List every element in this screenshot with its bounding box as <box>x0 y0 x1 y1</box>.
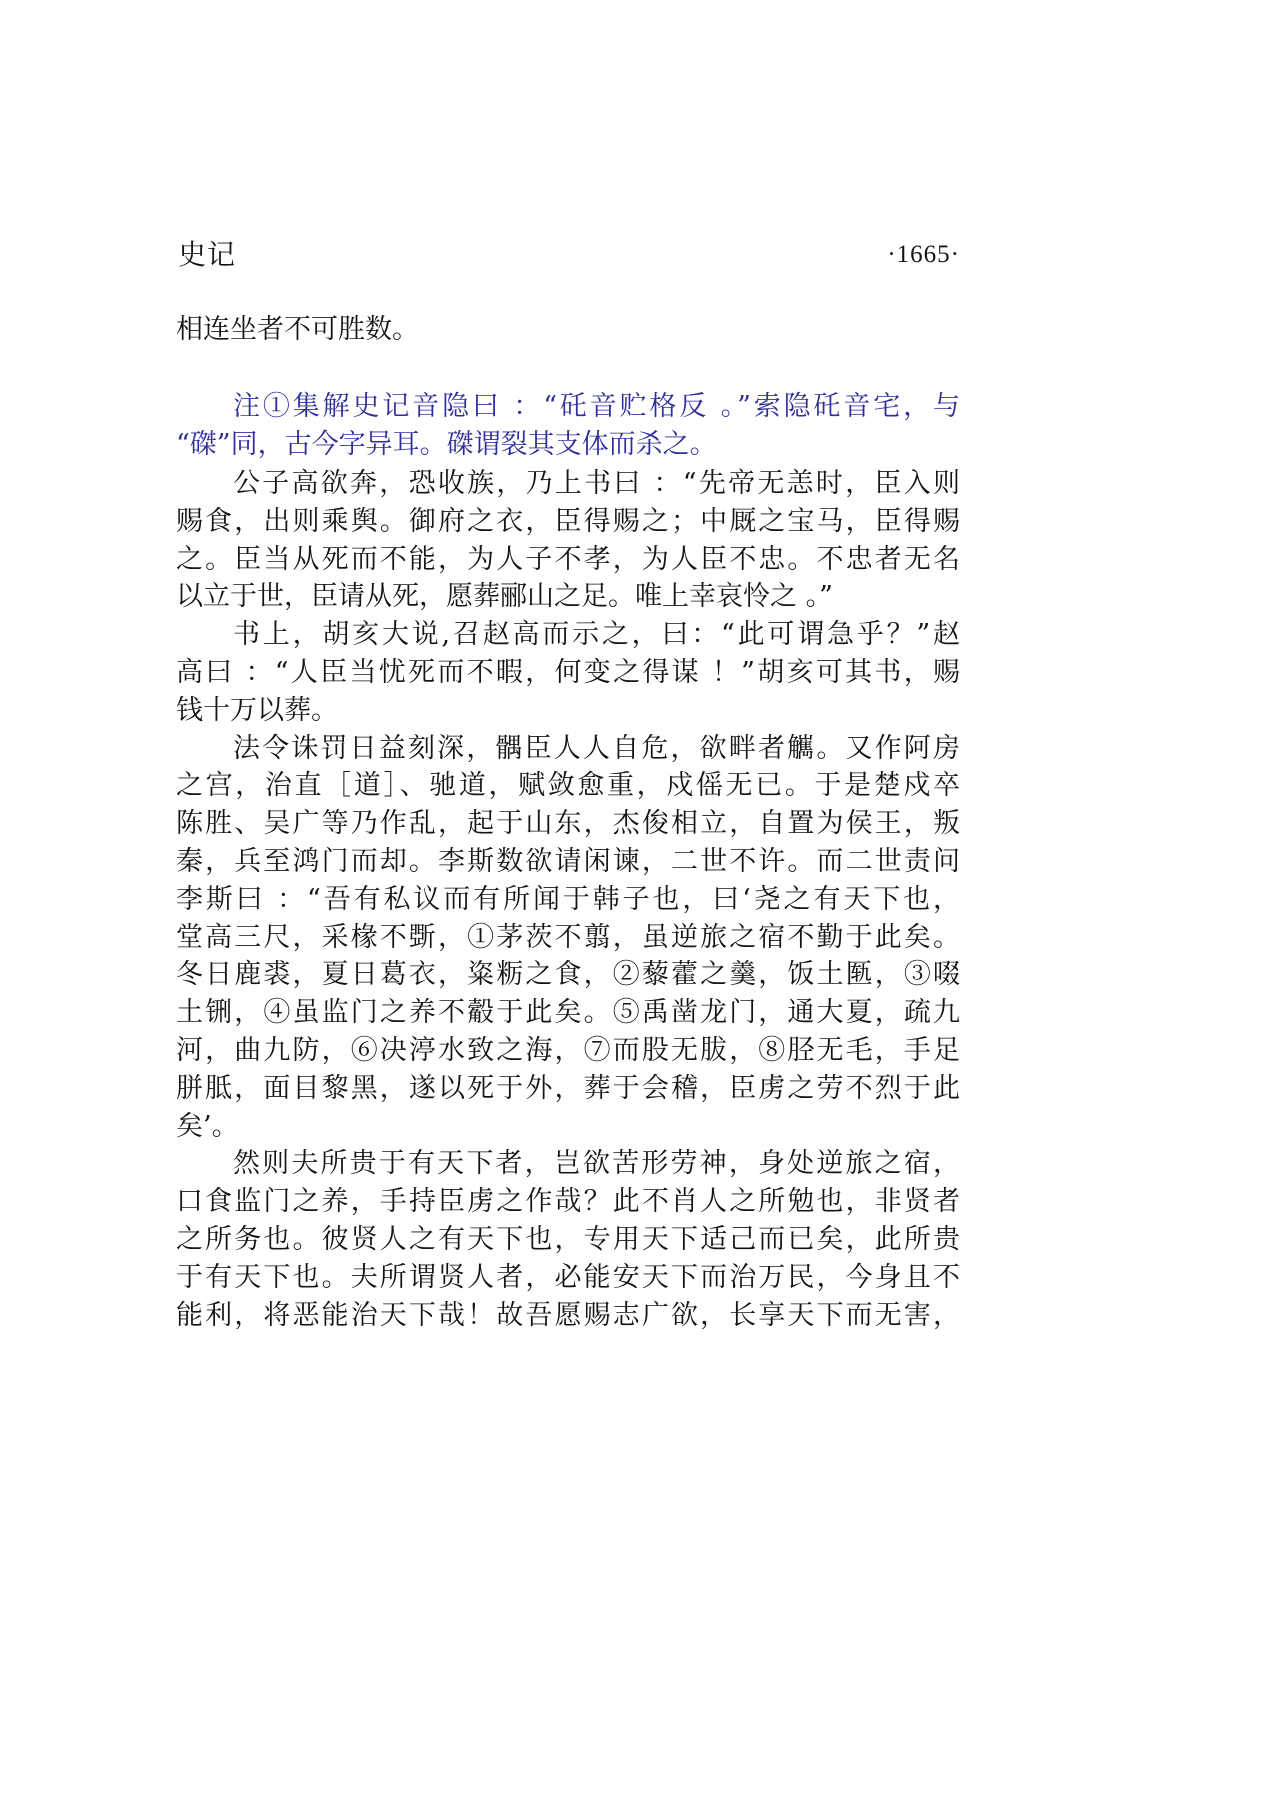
text-line: 相连坐者不可胜数。 <box>176 314 419 345</box>
running-head-title: 史记 <box>178 238 237 271</box>
paragraph <box>176 730 960 1146</box>
paragraph <box>176 465 960 616</box>
text-line: 然则夫所贵于有天下者，岂欲苦形劳神，身处逆旅之宿， <box>233 1148 960 1180</box>
text-line: 之。臣当从死而不能，为人子不孝，为人臣不忠。不忠者无名 <box>176 543 960 575</box>
text-line: 口食监门之养，手持臣虏之作哉？此不肖人之所勉也，非贤者 <box>176 1186 960 1218</box>
note-line: 注①集解史记音隐曰 ：“矺音贮格反 。”索隐矺音宅，与 <box>233 391 960 422</box>
text-line: 赐食，出则乘舆。御府之衣，臣得赐之；中厩之宝马，臣得赐 <box>176 505 960 537</box>
text-line: 堂高三尺，采椽不斲，①茅茨不翦，虽逆旅之宿不勤于此矣。 <box>176 921 960 953</box>
text-line: 高曰 ：“人臣当忧死而不暇，何变之得谋 ！”胡亥可其书，赐 <box>176 656 960 688</box>
running-head <box>176 236 960 274</box>
text-line: 李斯曰 ：“吾有私议而有所闻于韩子也，曰‘尧之有天下也， <box>176 883 960 915</box>
text-line: 土铏，④虽监门之养不觳于此矣。⑤禹凿龙门，通大夏，疏九 <box>176 997 960 1029</box>
paragraph <box>176 1145 960 1334</box>
text-line: 陈胜、吴广等乃作乱，起于山东，杰俊相立，自置为侯王，叛 <box>176 808 960 840</box>
text-line: 秦，兵至鸿门而却。李斯数欲请闲谏，二世不许。而二世责问 <box>176 845 960 877</box>
note-line: “磔”同，古今字异耳。磔谓裂其支体而杀之。 <box>176 428 717 460</box>
text-line: 公子高欲奔，恐收族，乃上书曰 ：“先帝无恙时，臣入则 <box>233 468 960 499</box>
text-line: 书上，胡亥大说,召赵高而示之，曰：“此可谓急乎？”赵 <box>233 619 960 651</box>
continued-paragraph <box>176 311 960 349</box>
text-line: 能利，将恶能治天下哉！故吾愿赐志广欲，长享天下而无害， <box>176 1299 960 1331</box>
annotation-note <box>176 388 960 463</box>
text-line: 冬日鹿裘，夏日葛衣，粢粝之食，②藜藿之羹，饭土匦，③啜 <box>176 959 960 991</box>
text-line: 于有天下也。夫所谓贤人者，必能安天下而治万民，今身且不 <box>176 1261 960 1293</box>
text-line: 钱十万以葬。 <box>176 694 338 726</box>
text-line: 胼胝，面目黎黑，遂以死于外，葬于会稽，臣虏之劳不烈于此 <box>176 1072 960 1104</box>
page-number: ·1665· <box>887 241 960 268</box>
paragraph <box>176 616 960 729</box>
body-text <box>176 465 960 1334</box>
text-line: 矣’。 <box>176 1110 239 1142</box>
text-line: 河，曲九防，⑥决渟水致之海，⑦而股无胈，⑧胫无毛，手足 <box>176 1034 960 1066</box>
text-line: 法令诛罚日益刻深，髃臣人人自危，欲畔者觽。又作阿房 <box>233 732 960 764</box>
text-line: 以立于世，臣请从死，愿葬郦山之足。唯上幸哀怜之 。” <box>176 581 833 613</box>
text-line: 之所务也。彼贤人之有天下也，专用天下适己而已矣，此所贵 <box>176 1223 960 1255</box>
text-line: 之宫，治直［道］、驰道，赋敛愈重，戍傜无已。于是楚戍卒 <box>176 770 960 802</box>
